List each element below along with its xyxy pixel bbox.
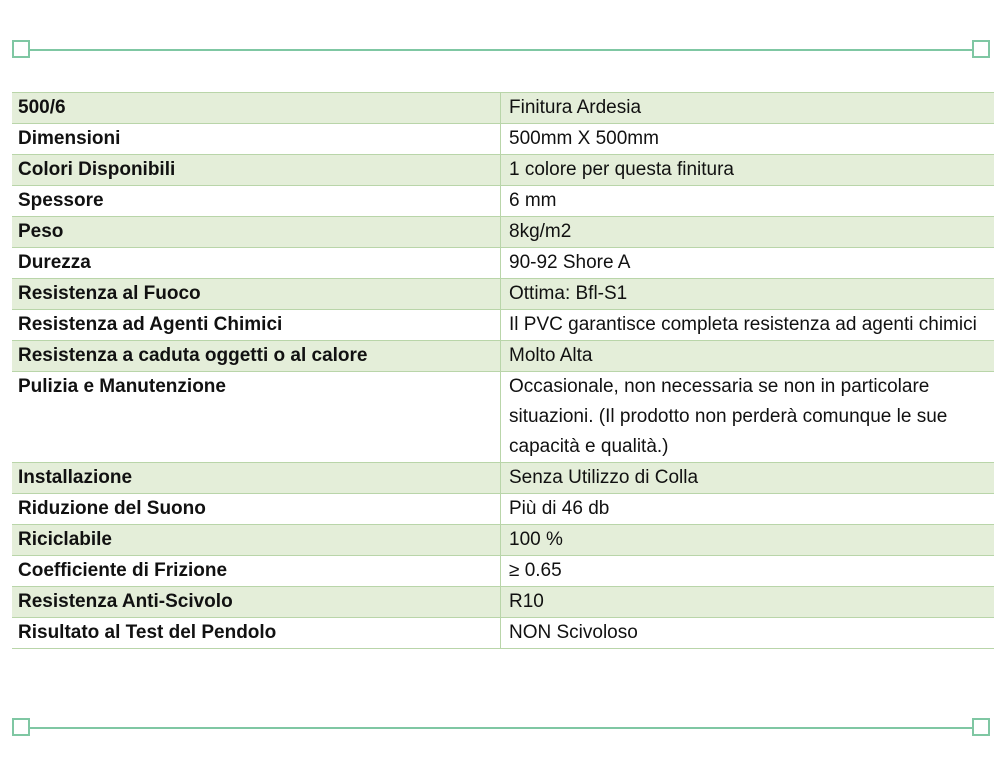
spec-key: Resistenza Anti-Scivolo (12, 587, 501, 618)
table-row (12, 310, 994, 341)
spec-value: 6 mm (501, 186, 995, 217)
spec-key: Spessore (12, 186, 501, 217)
spec-value: Ottima: Bfl-S1 (501, 279, 995, 310)
table-row (12, 248, 994, 279)
spec-key: Riciclabile (12, 525, 501, 556)
frame-corner-square (12, 718, 30, 736)
table-row (12, 93, 994, 124)
spec-key: 500/6 (12, 93, 501, 124)
frame-rule (30, 727, 972, 729)
frame-corner-square (12, 40, 30, 58)
spec-value: ≥ 0.65 (501, 556, 995, 587)
table-row (12, 618, 994, 649)
table-row (12, 494, 994, 525)
table-row (12, 279, 994, 310)
spec-value: Il PVC garantisce completa resistenza ad agenti chimici (501, 310, 995, 341)
spec-key: Resistenza ad Agenti Chimici (12, 310, 501, 341)
spec-value: Senza Utilizzo di Colla (501, 463, 995, 494)
spec-key: Risultato al Test del Pendolo (12, 618, 501, 649)
spec-key: Peso (12, 217, 501, 248)
table-row (12, 556, 994, 587)
spec-value: Molto Alta (501, 341, 995, 372)
top-frame-divider (0, 38, 1000, 62)
table-row (12, 587, 994, 618)
table-row (12, 217, 994, 248)
table-row (12, 525, 994, 556)
spec-key: Pulizia e Manutenzione (12, 372, 501, 463)
spec-value: 100 % (501, 525, 995, 556)
spec-value: Occasionale, non necessaria se non in particolare situazioni. (Il prodotto non perderà comunque le sue capacità e qualità.) (501, 372, 995, 463)
table-row (12, 372, 994, 463)
bottom-frame-divider (0, 716, 1000, 740)
spec-value: R10 (501, 587, 995, 618)
spec-key: Resistenza a caduta oggetti o al calore (12, 341, 501, 372)
spec-key: Coefficiente di Frizione (12, 556, 501, 587)
spec-key: Dimensioni (12, 124, 501, 155)
spec-value: 8kg/m2 (501, 217, 995, 248)
spec-value: 500mm X 500mm (501, 124, 995, 155)
spec-key: Durezza (12, 248, 501, 279)
frame-rule (30, 49, 972, 51)
frame-corner-square (972, 718, 990, 736)
spec-value: NON Scivoloso (501, 618, 995, 649)
frame-corner-square (972, 40, 990, 58)
spec-key: Resistenza al Fuoco (12, 279, 501, 310)
spec-value: Finitura Ardesia (501, 93, 995, 124)
spec-key: Installazione (12, 463, 501, 494)
table-row (12, 155, 994, 186)
table-row (12, 124, 994, 155)
spec-value: 1 colore per questa finitura (501, 155, 995, 186)
table-row (12, 186, 994, 217)
specifications-table (12, 92, 994, 649)
spec-value: Più di 46 db (501, 494, 995, 525)
spec-key: Riduzione del Suono (12, 494, 501, 525)
spec-value: 90-92 Shore A (501, 248, 995, 279)
spec-key: Colori Disponibili (12, 155, 501, 186)
table-row (12, 341, 994, 372)
table-row (12, 463, 994, 494)
